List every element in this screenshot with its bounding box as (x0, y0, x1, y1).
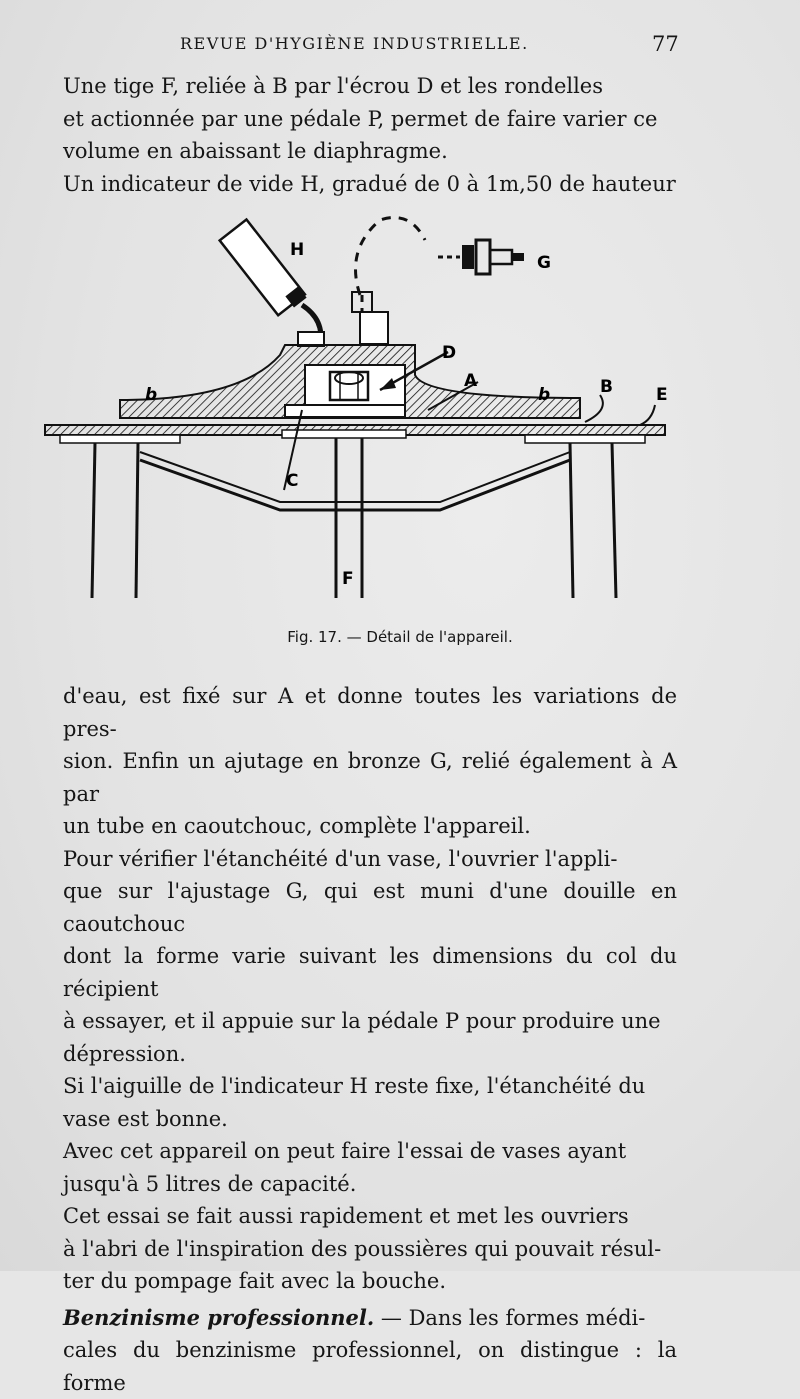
text-line: dont la forme varie suivant les dimensions du col du récipient (63, 944, 677, 1001)
text-line: ter du pompage fait avec la bouche. (63, 1269, 447, 1293)
text-line: vase est bonne. (63, 1106, 228, 1131)
label-c: C (286, 471, 299, 491)
figure-caption: Fig. 17. — Détail de l'appareil. (287, 628, 513, 646)
label-g: G (537, 253, 551, 273)
label-b: B (600, 377, 613, 397)
text-line: à l'abri de l'inspiration des poussières qui pouvait résul- (63, 1236, 662, 1261)
section-heading: Benzinisme professionnel. (63, 1304, 375, 1330)
label-f: F (342, 569, 354, 589)
text-line: jusqu'à 5 litres de capacité. (63, 1171, 357, 1196)
page-number: 77 (652, 32, 679, 56)
section-heading-line (63, 1302, 677, 1335)
text-line: que sur l'ajustage G, qui est muni d'une douille en caoutchouc (63, 879, 677, 936)
text-fragment: — Dans les formes médi- (374, 1305, 646, 1330)
text-line: et actionnée par une pédale P, permet de faire varier ce (63, 106, 658, 131)
text-line: sion. Enfin un ajutage en bronze G, relié également à A par (63, 749, 677, 806)
top-paragraph (63, 70, 677, 200)
text-line: un tube en caoutchouc, complète l'appareil. (63, 814, 531, 838)
text-line: cales du benzinisme professionnel, on distingue : la forme (63, 1338, 677, 1395)
text-line: Avec cet appareil on peut faire l'essai de vases ayant (63, 1139, 627, 1163)
label-a: A (464, 371, 478, 391)
label-b-right: b (538, 385, 551, 405)
text-line: dépression. (63, 1041, 186, 1066)
label-b-left: b (145, 385, 158, 405)
text-line: Un indicateur de vide H, gradué de 0 à 1m,50 de hauteur (63, 171, 676, 196)
body-paragraphs (63, 680, 677, 1399)
running-title: REVUE D'HYGIÈNE INDUSTRIELLE. (180, 34, 529, 53)
text-line: Une tige F, reliée à B par l'écrou D et les rondelles (63, 74, 604, 98)
figure-apparatus (40, 200, 680, 600)
text-line: volume en abaissant le diaphragme. (63, 139, 448, 163)
text-line: d'eau, est fixé sur A et donne toutes les variations de pres- (63, 684, 677, 741)
text-line: Pour vérifier l'étanchéité d'un vase, l'ouvrier l'appli- (63, 846, 618, 871)
text-line: à essayer, et il appuie sur la pédale P pour produire une (63, 1009, 661, 1033)
nozzle-g (438, 240, 524, 274)
text-line: Si l'aiguille de l'indicateur H reste fixe, l'étanchéité du (63, 1074, 646, 1098)
label-d: D (442, 343, 457, 363)
label-e: E (656, 385, 668, 405)
label-h: H (290, 240, 305, 260)
text-line: Cet essai se fait aussi rapidement et met les ouvriers (63, 1204, 629, 1228)
dashed-tube (356, 218, 426, 296)
apparatus-drawing (40, 200, 680, 600)
vacuum-gauge-h (220, 219, 321, 345)
